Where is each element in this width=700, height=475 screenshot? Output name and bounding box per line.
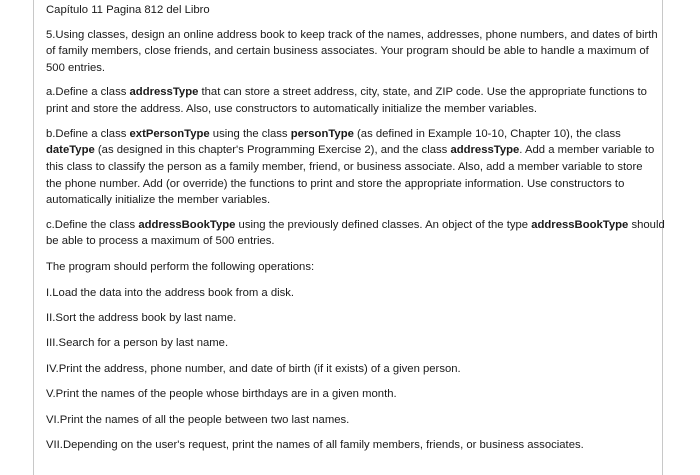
operation-item: III.Search for a person by last name. — [46, 337, 229, 349]
para-b-line-4: the phone number. Add (or override) the functions to print and store the appropriate information. Use constructors to — [46, 178, 625, 190]
class-name-extpersontype: extPersonType — [129, 128, 210, 140]
para-b-line-5: automatically initialize the member variables. — [46, 194, 271, 206]
operation-item: I.Load the data into the address book from a disk. — [46, 287, 295, 299]
para-b-line-2: dateType (as designed in this chapter's Programming Exercise 2), and the class addressType. Add a member variable to — [46, 144, 655, 156]
page-title: Capítulo 11 Pagina 812 del Libro — [46, 4, 210, 16]
operation-item: V.Print the names of the people whose birthdays are in a given month. — [46, 388, 397, 400]
class-name-persontype: personType — [290, 128, 354, 140]
operation-item: VII.Depending on the user's request, print the names of all family members, friends, or business associates. — [46, 439, 584, 451]
class-name-addressbooktype: addressBookType — [138, 219, 236, 231]
operation-item: IV.Print the address, phone number, and date of birth (if it exists) of a given person. — [46, 363, 461, 375]
para-b-line-1: b.Define a class extPersonType using the class personType (as defined in Example 10-10, Chapter 10), the class — [46, 128, 621, 140]
para-a-line-1: a.Define a class addressType that can store a street address, city, state, and ZIP code. Use the appropriate functions to — [46, 86, 647, 98]
para-5-line-1: 5.Using classes, design an online address book to keep track of the names, addresses, phone numbers, and dates of birth — [46, 29, 658, 41]
class-name-datetype: dateType — [46, 144, 95, 156]
operation-item: VI.Print the names of all the people between two last names. — [46, 414, 350, 426]
operations-intro: The program should perform the following operations: — [46, 261, 315, 273]
para-c-line-1: c.Define the class addressBookType using the previously defined classes. An object of the type addressBookType should — [46, 219, 665, 231]
para-5-line-3: 500 entries. — [46, 62, 106, 74]
para-a-line-2: print and store the address. Also, use constructors to automatically initialize the member variables. — [46, 103, 538, 115]
class-name-addressbooktype: addressBookType — [531, 219, 629, 231]
para-c-line-2: be able to process a maximum of 500 entries. — [46, 235, 275, 247]
operation-item: II.Sort the address book by last name. — [46, 312, 237, 324]
para-b-line-3: this class to classify the person as a family member, friend, or business associate. Also, add a member variable to store — [46, 161, 643, 173]
class-name-addresstype: addressType — [450, 144, 520, 156]
para-5-line-2: of family members, close friends, and certain business associates. Your program should be able to handle a maximum of — [46, 45, 649, 57]
class-name-addresstype: addressType — [129, 86, 199, 98]
